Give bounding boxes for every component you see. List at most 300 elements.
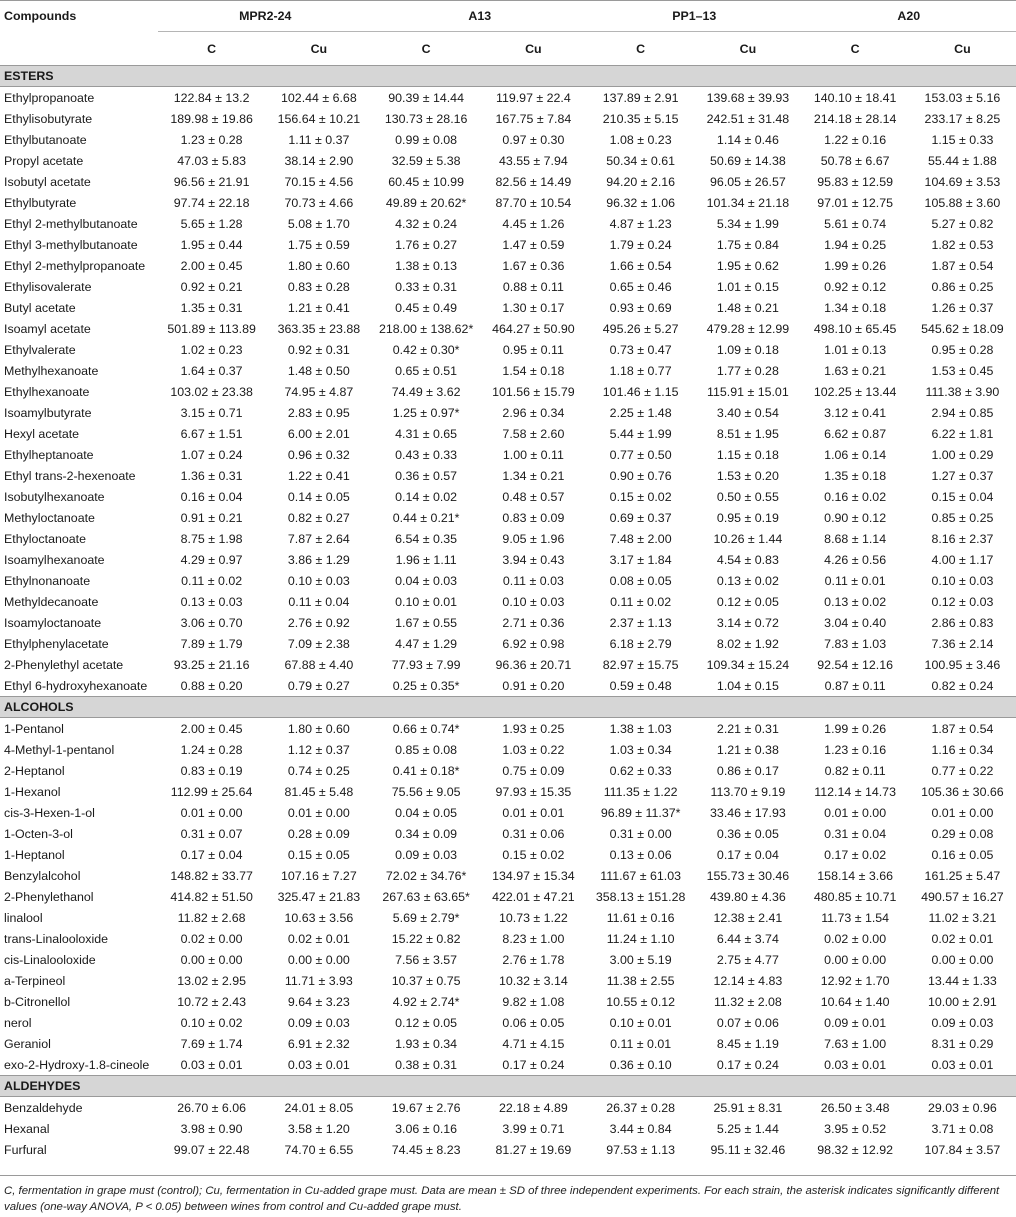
value-cell: 93.25 ± 21.16 [173, 657, 250, 672]
value-cell: 10.55 ± 0.12 [606, 994, 676, 1009]
value-cell: 5.08 ± 1.70 [287, 216, 350, 231]
value-cell: 0.97 ± 0.30 [502, 132, 565, 147]
compound-name: Ethylpropanoate [4, 90, 95, 105]
value-cell: 11.02 ± 3.21 [928, 910, 997, 925]
value-cell: 0.17 ± 0.04 [716, 847, 779, 862]
section-header-row [0, 66, 1016, 87]
value-cell: 0.11 ± 0.04 [288, 594, 350, 609]
value-cell: 1.00 ± 0.29 [931, 447, 994, 462]
value-cell: 0.17 ± 0.02 [824, 847, 887, 862]
value-cell: 4.92 ± 2.74* [392, 994, 460, 1009]
value-cell: 0.83 ± 0.19 [180, 763, 243, 778]
value-cell: 1.18 ± 0.77 [609, 363, 672, 378]
value-cell: 189.98 ± 19.86 [170, 111, 253, 126]
value-cell: 111.67 ± 61.03 [600, 868, 682, 883]
section-title: ALCOHOLS [0, 697, 1016, 718]
value-cell: 6.67 ± 1.51 [180, 426, 243, 441]
compound-name: 2-Phenylethanol [4, 889, 94, 904]
value-cell: 95.83 ± 12.59 [817, 174, 893, 189]
value-cell: 480.85 ± 10.71 [813, 889, 897, 904]
table-row [0, 865, 1016, 886]
compound-name: b-Citronellol [4, 994, 71, 1009]
value-cell: 0.73 ± 0.47 [609, 342, 672, 357]
value-cell: 0.48 ± 0.57 [502, 489, 565, 504]
table-row [0, 591, 1016, 612]
value-cell: 1.77 ± 0.28 [716, 363, 779, 378]
value-cell: 1.64 ± 0.37 [180, 363, 243, 378]
value-cell: 0.13 ± 0.02 [716, 573, 779, 588]
value-cell: 0.03 ± 0.01 [824, 1057, 887, 1072]
table-row [0, 507, 1016, 528]
value-cell: 0.29 ± 0.08 [931, 826, 994, 841]
table-row [0, 612, 1016, 633]
table-row [0, 234, 1016, 255]
value-cell: 50.69 ± 14.38 [710, 153, 786, 168]
value-cell: 0.83 ± 0.28 [287, 279, 350, 294]
value-cell: 74.49 ± 3.62 [391, 384, 461, 399]
value-cell: 218.00 ± 138.62* [378, 321, 474, 336]
value-cell: 107.84 ± 3.57 [924, 1142, 1001, 1157]
table-row [0, 129, 1016, 150]
value-cell: 0.08 ± 0.05 [609, 573, 672, 588]
compound-name: 2-Heptanol [4, 763, 65, 778]
value-cell: 0.96 ± 0.32 [287, 447, 350, 462]
value-cell: 0.09 ± 0.03 [287, 1015, 350, 1030]
value-cell: 1.34 ± 0.21 [502, 468, 565, 483]
table-row [0, 108, 1016, 129]
value-cell: 1.38 ± 0.13 [395, 258, 458, 273]
subheader-c: C [587, 32, 694, 66]
value-cell: 1.38 ± 1.03 [609, 721, 672, 736]
value-cell: 1.07 ± 0.24 [180, 447, 243, 462]
value-cell: 0.86 ± 0.17 [716, 763, 779, 778]
value-cell: 3.44 ± 0.84 [609, 1121, 672, 1136]
table-row [0, 465, 1016, 486]
value-cell: 0.31 ± 0.04 [824, 826, 887, 841]
value-cell: 1.82 ± 0.53 [931, 237, 994, 252]
value-cell: 112.99 ± 25.64 [170, 784, 253, 799]
compound-name: Ethyl 2-methylpropanoate [4, 258, 146, 273]
value-cell: 0.36 ± 0.10 [609, 1057, 672, 1072]
compounds-header: Compounds [0, 1, 158, 32]
compound-name: Ethylisovalerate [4, 279, 92, 294]
table-footnote: C, fermentation in grape must (control); Cu, fermentation in Cu-added grape must. Data are mean ± SD of three independent experiments. For each strain, the asterisk indicates significantly different values (one-way ANOVA, P < 0.05) between wines from control and Cu-added grape must. [0, 1175, 1016, 1215]
value-cell: 4.45 ± 1.26 [502, 216, 565, 231]
table-row [0, 297, 1016, 318]
value-cell: 1.03 ± 0.34 [609, 742, 672, 757]
value-cell: 13.02 ± 2.95 [177, 973, 247, 988]
value-cell: 60.45 ± 10.99 [388, 174, 464, 189]
value-cell: 0.03 ± 0.01 [931, 1057, 994, 1072]
value-cell: 101.34 ± 21.18 [706, 195, 790, 210]
value-cell: 1.67 ± 0.36 [502, 258, 565, 273]
value-cell: 156.64 ± 10.21 [277, 111, 361, 126]
compound-name: Benzaldehyde [4, 1100, 83, 1115]
value-cell: 0.03 ± 0.01 [180, 1057, 243, 1072]
value-cell: 8.51 ± 1.95 [716, 426, 779, 441]
compound-name: Furfural [4, 1142, 47, 1157]
table-row [0, 654, 1016, 675]
value-cell: 1.14 ± 0.46 [716, 132, 779, 147]
compound-name: Methyloctanoate [4, 510, 95, 525]
table-row [0, 1012, 1016, 1033]
value-cell: 0.10 ± 0.02 [180, 1015, 243, 1030]
value-cell: 4.00 ± 1.17 [931, 552, 994, 567]
value-cell: 50.78 ± 6.67 [820, 153, 890, 168]
value-cell: 11.73 ± 1.54 [821, 910, 890, 925]
table-row [0, 444, 1016, 465]
compound-name: Hexyl acetate [4, 426, 80, 441]
value-cell: 0.65 ± 0.46 [609, 279, 672, 294]
value-cell: 0.13 ± 0.02 [824, 594, 887, 609]
value-cell: 50.34 ± 0.61 [606, 153, 676, 168]
value-cell: 0.92 ± 0.21 [180, 279, 243, 294]
value-cell: 100.95 ± 3.46 [924, 657, 1001, 672]
value-cell: 2.76 ± 1.78 [502, 952, 565, 967]
value-cell: 8.16 ± 2.37 [931, 531, 994, 546]
table-row [0, 339, 1016, 360]
value-cell: 1.08 ± 0.23 [609, 132, 672, 147]
value-cell: 0.69 ± 0.37 [609, 510, 672, 525]
value-cell: 87.70 ± 10.54 [495, 195, 572, 210]
value-cell: 92.54 ± 12.16 [817, 657, 893, 672]
value-cell: 3.12 ± 0.41 [824, 405, 887, 420]
value-cell: 9.05 ± 1.96 [502, 531, 565, 546]
value-cell: 0.82 ± 0.24 [931, 678, 994, 693]
value-cell: 498.10 ± 65.45 [813, 321, 897, 336]
value-cell: 0.31 ± 0.07 [180, 826, 243, 841]
compound-name: Butyl acetate [4, 300, 76, 315]
value-cell: 122.84 ± 13.2 [173, 90, 250, 105]
value-cell: 101.56 ± 15.79 [492, 384, 575, 399]
value-cell: 1.76 ± 0.27 [395, 237, 458, 252]
value-cell: 4.32 ± 0.24 [395, 216, 458, 231]
value-cell: 0.11 ± 0.03 [502, 573, 564, 588]
value-cell: 2.96 ± 0.34 [502, 405, 565, 420]
value-cell: 0.15 ± 0.02 [609, 489, 672, 504]
value-cell: 0.91 ± 0.21 [180, 510, 243, 525]
value-cell: 0.83 ± 0.09 [502, 510, 565, 525]
table-row [0, 150, 1016, 171]
value-cell: 6.91 ± 2.32 [287, 1036, 350, 1051]
value-cell: 96.89 ± 11.37* [600, 805, 681, 820]
compound-name: nerol [4, 1015, 32, 1030]
value-cell: 11.71 ± 3.93 [284, 973, 353, 988]
value-cell: 11.32 ± 2.08 [713, 994, 782, 1009]
value-cell: 7.58 ± 2.60 [502, 426, 565, 441]
value-cell: 1.35 ± 0.31 [180, 300, 243, 315]
value-cell: 1.02 ± 0.23 [180, 342, 243, 357]
table-row [0, 360, 1016, 381]
value-cell: 1.79 ± 0.24 [609, 237, 672, 252]
value-cell: 10.73 ± 1.22 [498, 910, 568, 925]
compound-name: Isoamylbutyrate [4, 405, 92, 420]
table-row [0, 318, 1016, 339]
compound-name: 1-Heptanol [4, 847, 65, 862]
value-cell: 6.44 ± 3.74 [716, 931, 779, 946]
table-row [0, 381, 1016, 402]
value-cell: 70.15 ± 4.56 [284, 174, 354, 189]
table-row [0, 255, 1016, 276]
value-cell: 0.38 ± 0.31 [395, 1057, 458, 1072]
value-cell: 1.12 ± 0.37 [287, 742, 350, 757]
value-cell: 1.06 ± 0.14 [824, 447, 887, 462]
value-cell: 74.45 ± 8.23 [391, 1142, 461, 1157]
value-cell: 0.10 ± 0.01 [609, 1015, 672, 1030]
table-row [0, 844, 1016, 865]
value-cell: 3.17 ± 1.84 [609, 552, 672, 567]
value-cell: 1.27 ± 0.37 [931, 468, 994, 483]
value-cell: 0.86 ± 0.25 [931, 279, 994, 294]
value-cell: 0.10 ± 0.03 [287, 573, 350, 588]
value-cell: 3.71 ± 0.08 [931, 1121, 994, 1136]
value-cell: 0.00 ± 0.00 [824, 952, 887, 967]
value-cell: 47.03 ± 5.83 [177, 153, 247, 168]
compound-name: linalool [4, 910, 43, 925]
value-cell: 75.56 ± 9.05 [391, 784, 461, 799]
compound-name: 1-Octen-3-ol [4, 826, 73, 841]
compound-name: Ethylnonanoate [4, 573, 91, 588]
value-cell: 0.01 ± 0.00 [931, 805, 994, 820]
value-cell: 0.91 ± 0.20 [502, 678, 565, 693]
value-cell: 96.05 ± 26.57 [710, 174, 786, 189]
compound-name: trans-Linalooloxide [4, 931, 109, 946]
table-row [0, 991, 1016, 1012]
value-cell: 3.06 ± 0.70 [180, 615, 243, 630]
value-cell: 0.90 ± 0.12 [824, 510, 887, 525]
section-header-row [0, 1076, 1016, 1097]
value-cell: 0.77 ± 0.50 [609, 447, 672, 462]
value-cell: 1.30 ± 0.17 [502, 300, 565, 315]
compound-name: Ethyl trans-2-hexenoate [4, 468, 136, 483]
value-cell: 1.53 ± 0.45 [931, 363, 994, 378]
value-cell: 0.12 ± 0.05 [716, 594, 779, 609]
value-cell: 2.71 ± 0.36 [502, 615, 565, 630]
value-cell: 0.15 ± 0.04 [931, 489, 994, 504]
value-cell: 3.94 ± 0.43 [502, 552, 565, 567]
compound-name: Ethylbutyrate [4, 195, 77, 210]
value-cell: 1.99 ± 0.26 [824, 721, 887, 736]
value-cell: 102.44 ± 6.68 [281, 90, 357, 105]
value-cell: 105.88 ± 3.60 [924, 195, 1001, 210]
value-cell: 0.16 ± 0.05 [931, 847, 994, 862]
value-cell: 0.59 ± 0.48 [609, 678, 672, 693]
value-cell: 3.86 ± 1.29 [287, 552, 350, 567]
value-cell: 25.91 ± 8.31 [713, 1100, 783, 1115]
value-cell: 0.82 ± 0.27 [287, 510, 350, 525]
table-row [0, 675, 1016, 697]
subheader-cu: Cu [480, 32, 587, 66]
value-cell: 1.09 ± 0.18 [716, 342, 779, 357]
compound-name: Propyl acetate [4, 153, 84, 168]
compound-name: Methyldecanoate [4, 594, 99, 609]
value-cell: 0.09 ± 0.03 [931, 1015, 994, 1030]
value-cell: 464.27 ± 50.90 [492, 321, 575, 336]
value-cell: 5.44 ± 1.99 [609, 426, 672, 441]
table-row [0, 1139, 1016, 1160]
value-cell: 0.11 ± 0.02 [181, 573, 243, 588]
value-cell: 1.99 ± 0.26 [824, 258, 887, 273]
value-cell: 8.23 ± 1.00 [502, 931, 565, 946]
value-cell: 2.25 ± 1.48 [609, 405, 672, 420]
value-cell: 111.38 ± 3.90 [925, 384, 1000, 399]
value-cell: 11.24 ± 1.10 [606, 931, 675, 946]
value-cell: 2.94 ± 0.85 [931, 405, 994, 420]
compound-name: 4-Methyl-1-pentanol [4, 742, 115, 757]
value-cell: 422.01 ± 47.21 [492, 889, 575, 904]
value-cell: 2.00 ± 0.45 [180, 721, 243, 736]
value-cell: 1.01 ± 0.13 [824, 342, 887, 357]
value-cell: 0.13 ± 0.03 [180, 594, 243, 609]
value-cell: 74.70 ± 6.55 [284, 1142, 354, 1157]
value-cell: 4.29 ± 0.97 [180, 552, 243, 567]
value-cell: 267.63 ± 63.65* [382, 889, 470, 904]
value-cell: 3.00 ± 5.19 [609, 952, 672, 967]
value-cell: 8.68 ± 1.14 [824, 531, 887, 546]
value-cell: 0.11 ± 0.02 [610, 594, 672, 609]
compound-name: Geraniol [4, 1036, 51, 1051]
value-cell: 0.15 ± 0.05 [287, 847, 350, 862]
value-cell: 11.82 ± 2.68 [177, 910, 246, 925]
value-cell: 3.99 ± 0.71 [502, 1121, 565, 1136]
value-cell: 1.80 ± 0.60 [287, 721, 350, 736]
value-cell: 11.61 ± 0.16 [606, 910, 675, 925]
value-cell: 7.09 ± 2.38 [287, 636, 350, 651]
value-cell: 1.47 ± 0.59 [502, 237, 565, 252]
value-cell: 0.31 ± 0.00 [609, 826, 672, 841]
value-cell: 2.37 ± 1.13 [609, 615, 672, 630]
value-cell: 1.53 ± 0.20 [716, 468, 779, 483]
table-row [0, 928, 1016, 949]
value-cell: 0.66 ± 0.74* [392, 721, 460, 736]
value-cell: 15.22 ± 0.82 [391, 931, 461, 946]
compound-name: Ethyloctanoate [4, 531, 86, 546]
value-cell: 545.62 ± 18.09 [921, 321, 1004, 336]
value-cell: 1.16 ± 0.34 [931, 742, 994, 757]
value-cell: 7.87 ± 2.64 [287, 531, 350, 546]
value-cell: 8.45 ± 1.19 [716, 1036, 779, 1051]
table-header [0, 1, 1016, 66]
value-cell: 26.70 ± 6.06 [177, 1100, 247, 1115]
value-cell: 1.54 ± 0.18 [502, 363, 565, 378]
value-cell: 0.16 ± 0.02 [824, 489, 887, 504]
subheader-cu: Cu [694, 32, 801, 66]
value-cell: 3.04 ± 0.40 [824, 615, 887, 630]
value-cell: 439.80 ± 4.36 [710, 889, 786, 904]
value-cell: 0.90 ± 0.76 [609, 468, 672, 483]
value-cell: 0.92 ± 0.31 [287, 342, 350, 357]
value-cell: 0.92 ± 0.12 [824, 279, 887, 294]
value-cell: 0.03 ± 0.01 [287, 1057, 350, 1072]
value-cell: 1.03 ± 0.22 [502, 742, 565, 757]
value-cell: 0.01 ± 0.00 [180, 805, 243, 820]
value-cell: 0.10 ± 0.01 [395, 594, 458, 609]
value-cell: 0.06 ± 0.05 [502, 1015, 565, 1030]
value-cell: 1.24 ± 0.28 [180, 742, 243, 757]
subheader-empty [0, 32, 158, 66]
value-cell: 1.66 ± 0.54 [609, 258, 672, 273]
value-cell: 158.14 ± 3.66 [817, 868, 893, 883]
table-row [0, 486, 1016, 507]
value-cell: 2.75 ± 4.77 [716, 952, 779, 967]
value-cell: 495.26 ± 5.27 [602, 321, 679, 336]
value-cell: 0.41 ± 0.18* [392, 763, 460, 778]
value-cell: 5.27 ± 0.82 [931, 216, 994, 231]
table-row [0, 1033, 1016, 1054]
value-cell: 0.85 ± 0.08 [395, 742, 458, 757]
compound-name: Ethylheptanoate [4, 447, 94, 462]
value-cell: 81.45 ± 5.48 [284, 784, 354, 799]
value-cell: 13.44 ± 1.33 [927, 973, 997, 988]
value-cell: 0.87 ± 0.11 [824, 678, 886, 693]
value-cell: 4.31 ± 0.65 [395, 426, 458, 441]
table-row [0, 549, 1016, 570]
compound-name: Isoamyloctanoate [4, 615, 102, 630]
value-cell: 5.34 ± 1.99 [716, 216, 779, 231]
value-cell: 0.17 ± 0.04 [180, 847, 243, 862]
value-cell: 90.39 ± 14.44 [388, 90, 464, 105]
value-cell: 96.36 ± 20.71 [495, 657, 572, 672]
value-cell: 1.26 ± 0.37 [931, 300, 994, 315]
value-cell: 0.16 ± 0.04 [180, 489, 243, 504]
value-cell: 0.15 ± 0.02 [502, 847, 565, 862]
value-cell: 70.73 ± 4.66 [284, 195, 354, 210]
value-cell: 1.22 ± 0.16 [824, 132, 887, 147]
value-cell: 101.46 ± 1.15 [602, 384, 679, 399]
table-row [0, 171, 1016, 192]
table-row [0, 570, 1016, 591]
value-cell: 1.93 ± 0.25 [502, 721, 565, 736]
value-cell: 12.14 ± 4.83 [713, 973, 783, 988]
compound-name: 1-Hexanol [4, 784, 61, 799]
value-cell: 1.36 ± 0.31 [180, 468, 243, 483]
value-cell: 4.26 ± 0.56 [824, 552, 887, 567]
value-cell: 0.02 ± 0.01 [931, 931, 994, 946]
value-cell: 0.04 ± 0.05 [395, 805, 458, 820]
value-cell: 6.54 ± 0.35 [395, 531, 458, 546]
compound-name: Ethylhexanoate [4, 384, 90, 399]
value-cell: 6.62 ± 0.87 [824, 426, 887, 441]
value-cell: 10.37 ± 0.75 [391, 973, 461, 988]
value-cell: 501.89 ± 113.89 [167, 321, 256, 336]
value-cell: 95.11 ± 32.46 [710, 1142, 786, 1157]
compound-name: exo-2-Hydroxy-1.8-cineole [4, 1057, 150, 1072]
value-cell: 0.95 ± 0.11 [502, 342, 564, 357]
value-cell: 0.88 ± 0.11 [502, 279, 564, 294]
value-cell: 0.88 ± 0.20 [180, 678, 243, 693]
table-row [0, 87, 1016, 109]
value-cell: 9.82 ± 1.08 [502, 994, 565, 1009]
value-cell: 0.36 ± 0.57 [395, 468, 458, 483]
value-cell: 2.76 ± 0.92 [287, 615, 350, 630]
value-cell: 0.82 ± 0.11 [824, 763, 886, 778]
value-cell: 140.10 ± 18.41 [813, 90, 897, 105]
compound-name: Ethyl 2-methylbutanoate [4, 216, 138, 231]
value-cell: 1.67 ± 0.55 [395, 615, 458, 630]
table-row [0, 718, 1016, 740]
value-cell: 8.02 ± 1.92 [716, 636, 779, 651]
value-cell: 0.17 ± 0.24 [502, 1057, 565, 1072]
value-cell: 161.25 ± 5.47 [924, 868, 1001, 883]
value-cell: 9.64 ± 3.23 [287, 994, 350, 1009]
value-cell: 74.95 ± 4.87 [284, 384, 354, 399]
value-cell: 3.98 ± 0.90 [180, 1121, 243, 1136]
table-row [0, 823, 1016, 844]
value-cell: 0.12 ± 0.03 [931, 594, 994, 609]
value-cell: 3.15 ± 0.71 [180, 405, 243, 420]
table-row [0, 802, 1016, 823]
value-cell: 0.14 ± 0.02 [395, 489, 458, 504]
